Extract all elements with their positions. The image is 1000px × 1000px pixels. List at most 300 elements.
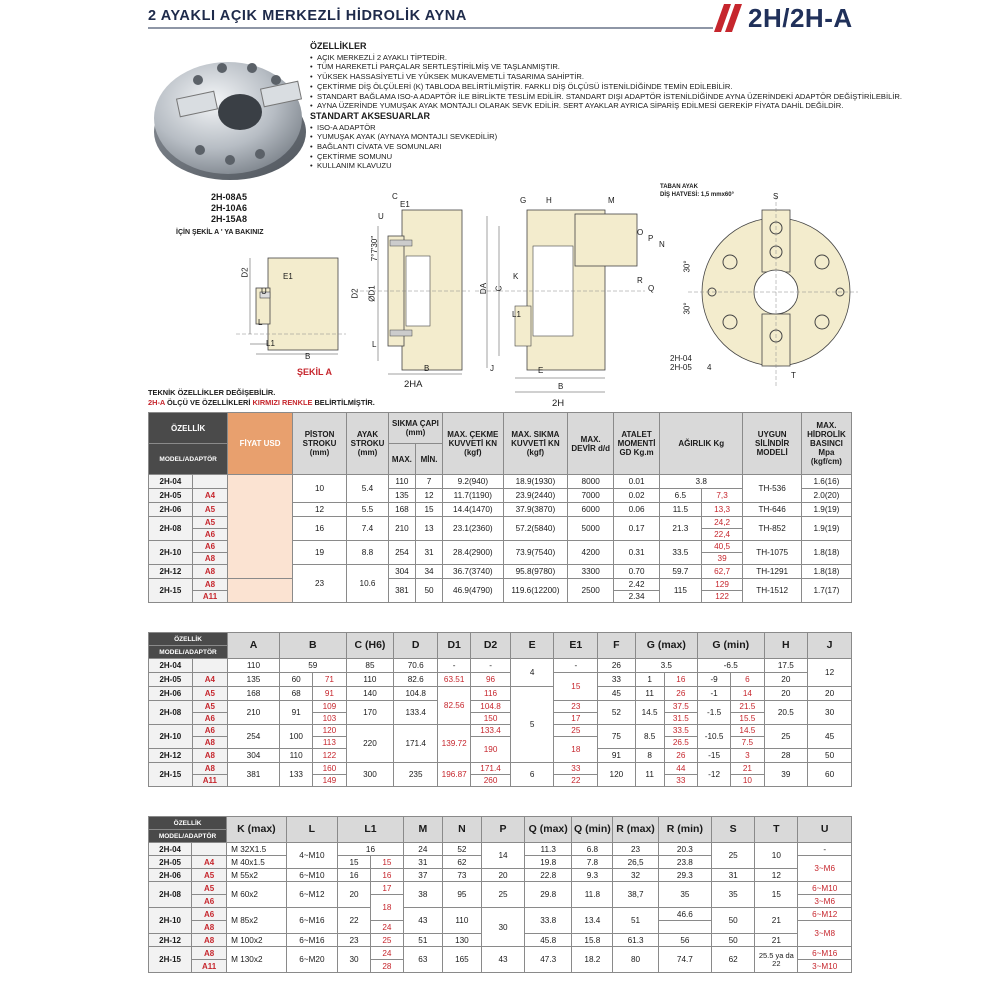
th-rmin: R (min) xyxy=(658,817,711,843)
cell: 26,5 xyxy=(613,856,658,869)
cell: 82.6 xyxy=(394,673,438,687)
th-model: MODEL/ADAPTÖR xyxy=(149,646,228,659)
cell: 50 xyxy=(712,908,755,934)
th-u: U xyxy=(798,817,852,843)
cell: TH-646 xyxy=(743,503,801,517)
cell: A6 xyxy=(192,725,227,737)
cell: 2H-05 xyxy=(149,673,193,687)
dim-label-u-2ha: U xyxy=(378,212,384,221)
cell: 2H-10 xyxy=(149,725,193,749)
th-ozellik: ÖZELLİK xyxy=(149,413,228,444)
cell: 52 xyxy=(598,701,635,725)
cell: 0.01 xyxy=(614,475,660,489)
cell: 33.5 xyxy=(664,725,697,737)
cell: 2H-12 xyxy=(149,565,193,579)
cell: 32 xyxy=(613,869,658,882)
cell: 11 xyxy=(635,763,664,787)
cell: 4 xyxy=(510,659,554,687)
dim-label-s: S xyxy=(773,192,779,201)
price-cell xyxy=(228,475,293,579)
cell: -9 xyxy=(697,673,730,687)
cell: 171.4 xyxy=(471,763,511,775)
cell: 14 xyxy=(481,843,524,869)
cell: TH-536 xyxy=(743,475,801,503)
cell: 7 xyxy=(415,475,442,489)
dim-label-q: Q xyxy=(648,284,655,293)
dim-label-e1: E1 xyxy=(283,272,293,281)
cell: 38,7 xyxy=(613,882,658,908)
cell: TH-1291 xyxy=(743,565,801,579)
cell: 31 xyxy=(403,856,442,869)
feature-item: • YÜKSEK HASSASİYETLİ VE YÜKSEK MUKAVEMETLİ TASARIMA SAHİPTİR. xyxy=(310,72,910,82)
cell: 19.8 xyxy=(525,856,572,869)
cell: A8 xyxy=(192,579,227,591)
cell: 110 xyxy=(346,673,394,687)
table-row xyxy=(149,687,852,701)
cell: 91 xyxy=(313,687,346,701)
cell: - xyxy=(438,659,471,673)
cell: 10.6 xyxy=(347,565,389,603)
dim-label-d2-2ha: D2 xyxy=(350,288,360,299)
note-line: TEKNİK ÖZELLİKLER DEĞİŞEBİLİR. xyxy=(148,388,276,397)
cell: 57.2(5840) xyxy=(503,517,568,541)
cell: 25 xyxy=(554,725,598,737)
cell: TH-1512 xyxy=(743,579,801,603)
th-devir: MAX. DEVİR d/d xyxy=(568,413,614,475)
cell: 103 xyxy=(313,713,346,725)
cell: 37.5 xyxy=(664,701,697,713)
table-row xyxy=(149,475,852,489)
price-cell xyxy=(228,579,293,603)
cell: 9.3 xyxy=(572,869,613,882)
cell: 24,2 xyxy=(701,517,743,529)
cell: 26.5 xyxy=(664,737,697,749)
feature-item: • AÇIK MERKEZLİ 2 AYAKLI TİPTEDİR. xyxy=(310,53,910,63)
angle-30-top: 30° xyxy=(682,260,692,273)
cell: 4200 xyxy=(568,541,614,565)
cell: - xyxy=(471,659,511,673)
th-basinc: MAX. HİDROLİK BASINCI Mpa (kgf/cm) xyxy=(801,413,851,475)
cell: 25.5 ya da 22 xyxy=(755,947,798,973)
cell: 381 xyxy=(228,763,280,787)
cell: A11 xyxy=(192,960,227,973)
cell: 14.5 xyxy=(635,701,664,725)
cell: 12 xyxy=(415,489,442,503)
cell: 71 xyxy=(313,673,346,687)
dim-label-u: U xyxy=(261,287,267,296)
th-j: J xyxy=(808,633,852,659)
th-b: B xyxy=(280,633,347,659)
cell: 110 xyxy=(280,749,313,763)
table-row xyxy=(149,579,852,591)
cell: -1 xyxy=(697,687,730,701)
th-gmin: G (min) xyxy=(697,633,764,659)
cell: 135 xyxy=(228,673,280,687)
cell: TH-852 xyxy=(743,517,801,541)
table-row xyxy=(149,725,852,737)
dim-label-p: P xyxy=(648,234,654,243)
cell: 190 xyxy=(471,737,511,763)
cell: 51 xyxy=(613,908,658,934)
cell: 31 xyxy=(415,541,442,565)
reference-note: İÇİN ŞEKİL A ' YA BAKINIZ xyxy=(176,229,264,236)
cell: 129 xyxy=(701,579,743,591)
cell: 16 xyxy=(292,517,346,541)
cell: 61.3 xyxy=(613,934,658,947)
cell: 39 xyxy=(701,553,743,565)
cell: A8 xyxy=(192,749,227,763)
cell: 5 xyxy=(510,687,554,763)
dim-label-l-2ha: L xyxy=(372,340,377,349)
cell: 115 xyxy=(660,579,702,603)
cell: 165 xyxy=(442,947,481,973)
accessory-item: • BAĞLANTI CİVATA VE SOMUNLARI xyxy=(310,142,910,152)
cell: 30 xyxy=(481,908,524,947)
cell: 6 xyxy=(731,673,764,687)
dim-label-n: N xyxy=(659,240,665,249)
th-h: H xyxy=(764,633,808,659)
cell: 3 xyxy=(731,749,764,763)
drawing-sekil-a xyxy=(236,248,346,368)
cell: 73 xyxy=(442,869,481,882)
cell: 25 xyxy=(764,725,808,749)
cell: 15.5 xyxy=(731,713,764,725)
cell: 20 xyxy=(808,687,852,701)
cell: 46.6 xyxy=(658,908,711,921)
notes xyxy=(148,388,375,408)
cell: 6~M12 xyxy=(798,908,852,921)
dim-label-m: M xyxy=(608,196,615,205)
th-d1: D1 xyxy=(438,633,471,659)
cell: 15 xyxy=(415,503,442,517)
cell: 2H-04 xyxy=(149,843,192,856)
accessory-item: • KULLANIM KLAVUZU xyxy=(310,161,910,171)
cell: 6~M16 xyxy=(798,947,852,960)
cell: 2H-05 xyxy=(149,489,193,503)
cell: - xyxy=(554,659,598,673)
cell: 60 xyxy=(808,763,852,787)
cell: 6 xyxy=(510,763,554,787)
cell: 304 xyxy=(388,565,415,579)
th-d: D xyxy=(394,633,438,659)
features-section xyxy=(310,42,910,171)
cell: 16 xyxy=(338,843,404,856)
note-line xyxy=(148,398,375,408)
cell: 2H-08 xyxy=(149,517,193,541)
cell: 91 xyxy=(280,701,313,725)
th-agirlik: AĞIRLIK Kg xyxy=(660,413,743,475)
cell: 62 xyxy=(442,856,481,869)
cell: 28.4(2900) xyxy=(443,541,503,565)
cell: 30 xyxy=(338,947,371,973)
th-d2: D2 xyxy=(471,633,511,659)
cell: 110 xyxy=(228,659,280,673)
thread-pitch-label: DİŞ HATVESİ: 1,5 mmx60° xyxy=(660,192,734,198)
cell: 15 xyxy=(554,673,598,701)
cell: A5 xyxy=(192,701,227,713)
cell: A6 xyxy=(192,529,227,541)
cell: 43 xyxy=(481,947,524,973)
cell: 168 xyxy=(228,687,280,701)
cell: 109 xyxy=(313,701,346,713)
cell: 122 xyxy=(701,591,743,603)
cell: 33 xyxy=(554,763,598,775)
th-e: E xyxy=(510,633,554,659)
cell: 25 xyxy=(712,843,755,869)
cell: 50 xyxy=(712,934,755,947)
dim-label-e1-2ha: E1 xyxy=(400,200,410,209)
note-text: ÖLÇÜ VE ÖZELLİKLERİ xyxy=(164,398,253,407)
cell: 9.2(940) xyxy=(443,475,503,489)
cell: 0.02 xyxy=(614,489,660,503)
cell: 5.5 xyxy=(347,503,389,517)
th-c: C (H6) xyxy=(346,633,394,659)
cell: 235 xyxy=(394,763,438,787)
cell: 96 xyxy=(471,673,511,687)
cell: 2H-06 xyxy=(149,869,192,882)
cell: 37.9(3870) xyxy=(503,503,568,517)
cell: 4~M10 xyxy=(286,843,337,869)
cell: 2H-08 xyxy=(149,701,193,725)
cell: 74.7 xyxy=(658,947,711,973)
dim-label-e: E xyxy=(538,366,544,375)
cell: 35 xyxy=(658,882,711,908)
cell: M 130x2 xyxy=(227,947,287,973)
cell: 2.42 xyxy=(614,579,660,591)
th-n: N xyxy=(442,817,481,843)
cell: 13 xyxy=(415,517,442,541)
cell: 2H-04 xyxy=(149,475,193,489)
dim-label-o: O xyxy=(637,228,644,237)
cell: 260 xyxy=(471,775,511,787)
th-ozellik: ÖZELLİK xyxy=(149,817,227,830)
cell: 2H-05 xyxy=(149,856,192,869)
cell: 122 xyxy=(313,749,346,763)
cell: 3~M6 xyxy=(798,856,852,882)
cell: A6 xyxy=(192,541,227,553)
figure-a-label: ŞEKİL A xyxy=(297,367,333,377)
cell: 130 xyxy=(442,934,481,947)
cell: 56 xyxy=(658,934,711,947)
dim-label-d2: D2 xyxy=(240,267,250,278)
cell: 75 xyxy=(598,725,635,749)
dimension-table-1 xyxy=(148,632,852,787)
cell: 63 xyxy=(403,947,442,973)
cell: 304 xyxy=(228,749,280,763)
feature-item: • TÜM HAREKETLİ PARÇALAR SERTLEŞTİRİLMİŞ VE TAŞLANMIŞTIR. xyxy=(310,62,910,72)
cell: 50 xyxy=(415,579,442,603)
cell: 8 xyxy=(635,749,664,763)
dim-label-l1: L1 xyxy=(266,339,275,348)
cell: 20 xyxy=(481,869,524,882)
cell: 23.1(2360) xyxy=(443,517,503,541)
cell: 11.3 xyxy=(525,843,572,856)
cell: 17 xyxy=(554,713,598,725)
cell: 100 xyxy=(280,725,313,749)
cell: 3~M10 xyxy=(798,960,852,973)
cell: 2.34 xyxy=(614,591,660,603)
cell: 14.4(1470) xyxy=(443,503,503,517)
cell: 16 xyxy=(664,673,697,687)
dim-label-h: H xyxy=(546,196,552,205)
ref-model: 2H-10A6 xyxy=(210,203,248,213)
cell: 35 xyxy=(712,882,755,908)
cell: 113 xyxy=(313,737,346,749)
page-title: 2 AYAKLI AÇIK MERKEZLİ HİDROLİK AYNA xyxy=(148,8,467,24)
cell: 116 xyxy=(471,687,511,701)
th-s: S xyxy=(712,817,755,843)
cell: 300 xyxy=(346,763,394,787)
th-qmin: Q (min) xyxy=(572,817,613,843)
cell: -6.5 xyxy=(697,659,764,673)
cell: 59.7 xyxy=(660,565,702,579)
cell: 47.3 xyxy=(525,947,572,973)
cell: 254 xyxy=(388,541,415,565)
cell: 22 xyxy=(338,908,371,934)
cell: 2H-10 xyxy=(149,541,193,565)
th-a: A xyxy=(228,633,280,659)
cell: A6 xyxy=(192,908,227,921)
cell: 33 xyxy=(598,673,635,687)
cell: 21 xyxy=(755,934,798,947)
cell: A8 xyxy=(192,553,227,565)
cell: 29.3 xyxy=(658,869,711,882)
th-rmax: R (max) xyxy=(613,817,658,843)
cell: 23 xyxy=(613,843,658,856)
table-row xyxy=(149,869,852,882)
cell: 70.6 xyxy=(394,659,438,673)
table-row xyxy=(149,947,852,960)
brand-slash-icon xyxy=(714,4,744,32)
cell: 40,5 xyxy=(701,541,743,553)
cell: 1.6(16) xyxy=(801,475,851,489)
th-model: MODEL/ADAPTÖR xyxy=(149,444,228,475)
dimension-table-2 xyxy=(148,816,852,973)
cell: 0.06 xyxy=(614,503,660,517)
cell: 20.3 xyxy=(658,843,711,856)
cell: 34 xyxy=(415,565,442,579)
dim-label-c: C xyxy=(392,192,398,201)
cell: 135 xyxy=(388,489,415,503)
cell: 6.8 xyxy=(572,843,613,856)
cell: 22,4 xyxy=(701,529,743,541)
cell: A8 xyxy=(192,737,227,749)
th-e1: E1 xyxy=(554,633,598,659)
cell: 110 xyxy=(442,908,481,934)
cell: 18.9(1930) xyxy=(503,475,568,489)
table-row xyxy=(149,659,852,673)
cell: 38 xyxy=(403,882,442,908)
cell: 43 xyxy=(403,908,442,934)
cell: 31.5 xyxy=(664,713,697,725)
cell: 91 xyxy=(598,749,635,763)
cell: 2H-12 xyxy=(149,934,192,947)
model-badge: 2H/2H-A xyxy=(748,3,853,33)
cell: 140 xyxy=(346,687,394,701)
cell: 26 xyxy=(664,687,697,701)
cell: 16 xyxy=(370,869,403,882)
cell: 28 xyxy=(370,960,403,973)
accessory-item: • YUMUŞAK AYAK (AYNAYA MONTAJLI SEVKEDİLİR) xyxy=(310,132,910,142)
cell: M 40x1.5 xyxy=(227,856,287,869)
cell: A6 xyxy=(192,713,227,725)
cell: 45 xyxy=(598,687,635,701)
dim-label-b: B xyxy=(305,352,311,361)
cell: 8.5 xyxy=(635,725,664,749)
cell: 7.5 xyxy=(731,737,764,749)
cell: A5 xyxy=(192,503,227,517)
product-photo xyxy=(148,40,306,182)
cell: 168 xyxy=(388,503,415,517)
cell: 119.6(12200) xyxy=(503,579,568,603)
cell: 139.72 xyxy=(438,725,471,763)
cell: 133.4 xyxy=(394,701,438,725)
cell: 170 xyxy=(346,701,394,725)
th-sikma: SIKMA ÇAPI (mm) xyxy=(388,413,442,444)
cell: 62 xyxy=(712,947,755,973)
cell: A4 xyxy=(192,856,227,869)
cell: 10 xyxy=(731,775,764,787)
cell: 24 xyxy=(370,947,403,960)
cell: 21 xyxy=(731,763,764,775)
cell: 25 xyxy=(481,882,524,908)
cell: A8 xyxy=(192,763,227,775)
cell: 171.4 xyxy=(394,725,438,763)
cell: 25 xyxy=(370,934,403,947)
cell: 133 xyxy=(280,763,313,787)
cell: -1.5 xyxy=(697,701,730,725)
cell: 1 xyxy=(635,673,664,687)
cell: 15.8 xyxy=(572,934,613,947)
cell: 196.87 xyxy=(438,763,471,787)
note-text: BELİRTİLMİŞTİR. xyxy=(312,398,375,407)
cell: 24 xyxy=(403,843,442,856)
features-title: ÖZELLİKLER xyxy=(310,41,367,51)
cell: 6~M10 xyxy=(286,869,337,882)
cell: 220 xyxy=(346,725,394,763)
cell: 3~M6 xyxy=(798,895,852,908)
cell: 3~M8 xyxy=(798,921,852,947)
cell: 21.3 xyxy=(660,517,702,541)
cell: TH-1075 xyxy=(743,541,801,565)
cell: 7000 xyxy=(568,489,614,503)
cell: A8 xyxy=(192,921,227,934)
cell: 33.8 xyxy=(525,908,572,934)
cell: 150 xyxy=(471,713,511,725)
cell: 110 xyxy=(388,475,415,489)
cell: -10.5 xyxy=(697,725,730,749)
cell: M 55x2 xyxy=(227,869,287,882)
cell: 82.56 xyxy=(438,687,471,725)
cell: A5 xyxy=(192,687,227,701)
cell: 11.7(1190) xyxy=(443,489,503,503)
dim-label-t: T xyxy=(791,371,796,380)
cell: 31 xyxy=(712,869,755,882)
cell: A11 xyxy=(192,775,227,787)
cell: 44 xyxy=(664,763,697,775)
cell: 6~M10 xyxy=(798,882,852,895)
cell: 16 xyxy=(338,869,371,882)
cell: 26 xyxy=(664,749,697,763)
th-l1: L1 xyxy=(338,817,404,843)
cell: 1.8(18) xyxy=(801,565,851,579)
dim-label-j: J xyxy=(490,364,494,373)
cell: 6~M20 xyxy=(286,947,337,973)
cell: 104.8 xyxy=(471,701,511,713)
th-min: MİN. xyxy=(415,444,442,475)
cell: 381 xyxy=(388,579,415,603)
dim-label-g: G xyxy=(520,196,527,205)
